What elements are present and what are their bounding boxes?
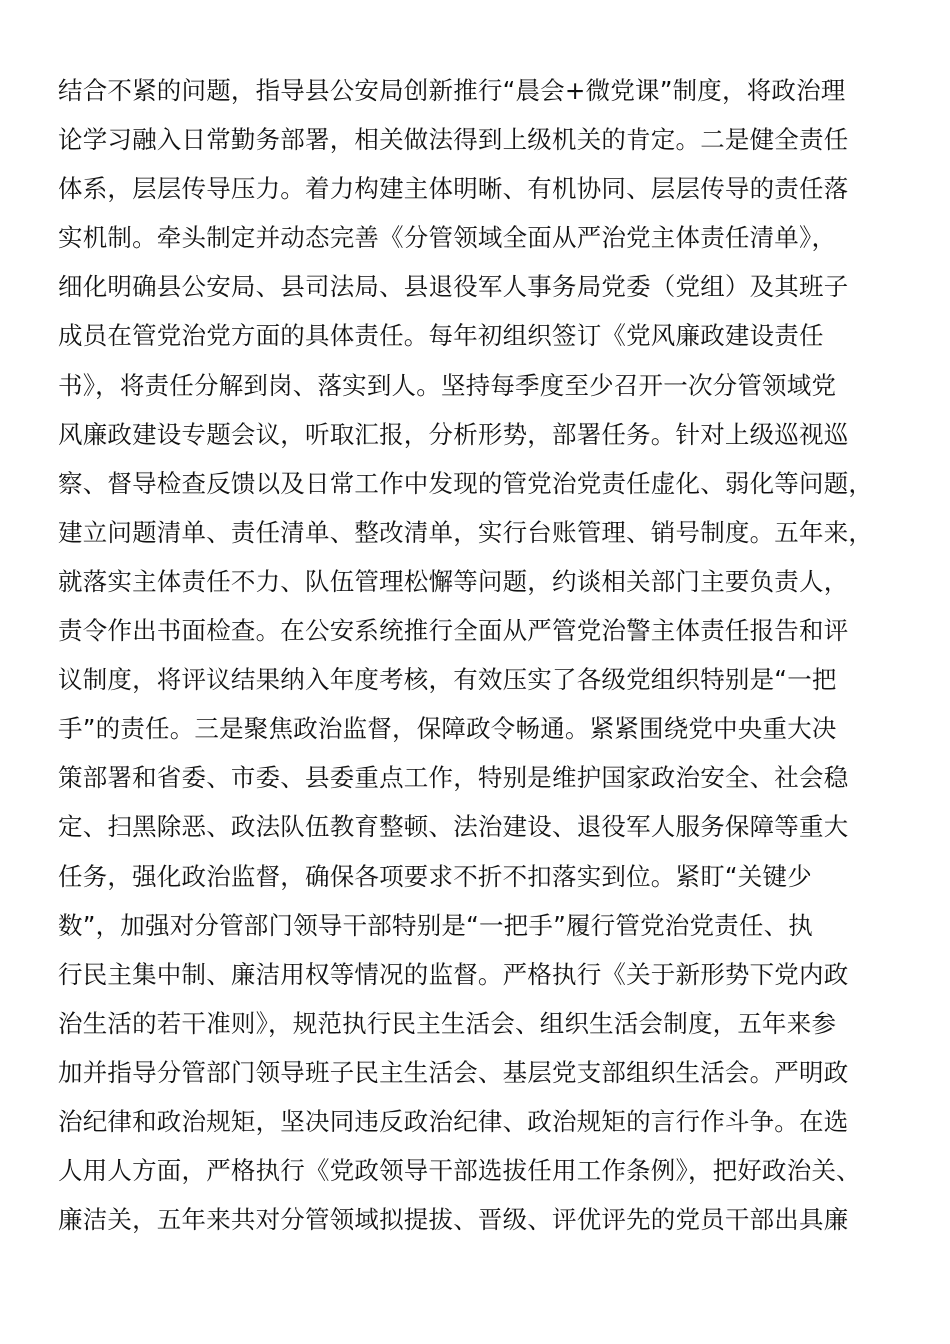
text-line: 论学习融入日常勤务部署，相关做法得到上级机关的肯定。二是健全责任 <box>58 125 849 155</box>
text-line: 责令作出书面检查。在公安系统推行全面从严管党治警主体责任报告和评 <box>58 616 849 646</box>
text-line: 就落实主体责任不力、队伍管理松懈等问题，约谈相关部门主要负责人， <box>58 566 849 596</box>
text-line: 建立问题清单、责任清单、整改清单，实行台账管理、销号制度。五年来， <box>58 517 874 547</box>
text-line: 策部署和省委、市委、县委重点工作，特别是维护国家政治安全、社会稳 <box>58 763 849 793</box>
text-line: 治纪律和政治规矩，坚决同违反政治纪律、政治规矩的言行作斗争。在选 <box>58 1106 849 1136</box>
text-line: 细化明确县公安局、县司法局、县退役军人事务局党委（党组）及其班子 <box>58 272 849 302</box>
text-line: 任务，强化政治监督，确保各项要求不折不扣落实到位。紧盯“关键少 <box>58 861 812 891</box>
text-line: 加并指导分管部门领导班子民主生活会、基层党支部组织生活会。严明政 <box>58 1057 849 1087</box>
text-line: 察、督导检查反馈以及日常工作中发现的管党治党责任虚化、弱化等问题， <box>58 468 874 498</box>
text-line: 实机制。牵头制定并动态完善《分管领域全面从严治党主体责任清单》， <box>58 223 837 253</box>
text-line: 议制度，将评议结果纳入年度考核，有效压实了各级党组织特别是“一把 <box>58 665 837 695</box>
text-line: 定、扫黑除恶、政法队伍教育整顿、法治建设、退役军人服务保障等重大 <box>58 812 849 842</box>
text-line: 书》，将责任分解到岗、落实到人。坚持每季度至少召开一次分管领域党 <box>58 370 837 400</box>
text-line: 风廉政建设专题会议，听取汇报，分析形势，部署任务。针对上级巡视巡 <box>58 419 849 449</box>
text-line: 成员在管党治党方面的具体责任。每年初组织签订《党风廉政建设责任 <box>58 321 824 351</box>
text-line: 结合不紧的问题，指导县公安局创新推行“晨会+微党课”制度，将政治理 <box>58 76 846 105</box>
text-line: 数”，加强对分管部门领导干部特别是“一把手”履行管党治党责任、执 <box>58 910 813 940</box>
text-line: 手”的责任。三是聚焦政治监督，保障政令畅通。紧紧围绕党中央重大决 <box>58 714 837 744</box>
text-line: 人用人方面，严格执行《党政领导干部选拔任用工作条例》，把好政治关、 <box>58 1156 861 1186</box>
text-line: 行民主集中制、廉洁用权等情况的监督。严格执行《关于新形势下党内政 <box>58 959 849 989</box>
text-line: 体系，层层传导压力。着力构建主体明晰、有机协同、层层传导的责任落 <box>58 174 849 204</box>
text-line: 廉洁关，五年来共对分管领域拟提拔、晋级、评优评先的党员干部出具廉 <box>58 1205 849 1235</box>
body-text <box>58 66 898 1244</box>
text-line: 治生活的若干准则》，规范执行民主生活会、组织生活会制度，五年来参 <box>58 1008 837 1038</box>
